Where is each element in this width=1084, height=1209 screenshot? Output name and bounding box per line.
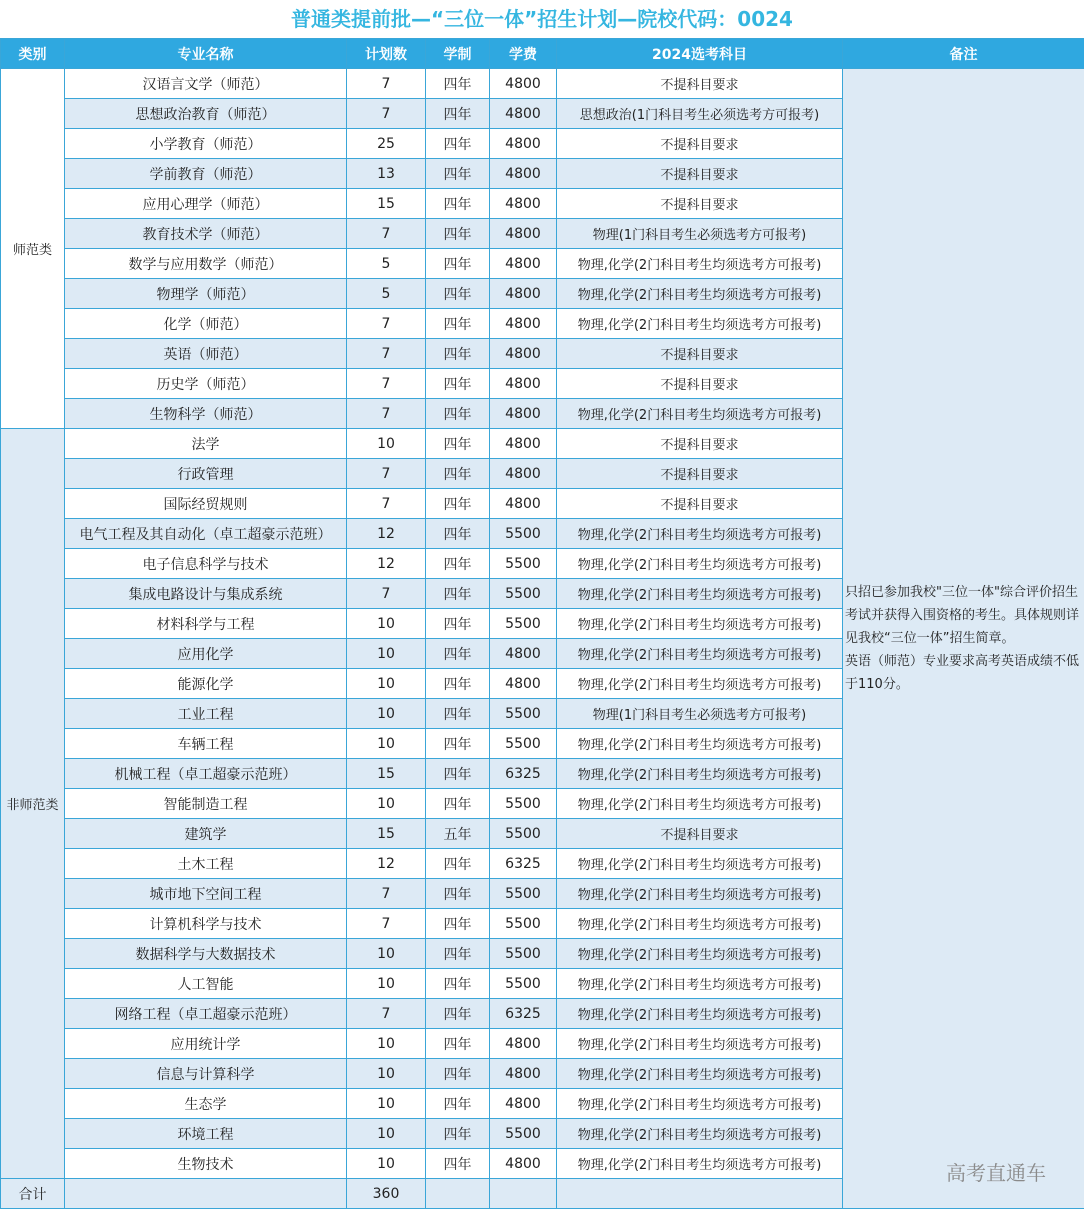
major-cell: 集成电路设计与集成系统: [65, 579, 347, 609]
subjects-cell: 不提科目要求: [557, 189, 843, 219]
plan-cell: 7: [347, 339, 426, 369]
major-cell: 思想政治教育（师范）: [65, 99, 347, 129]
plan-cell: 7: [347, 459, 426, 489]
years-cell: 四年: [426, 549, 490, 579]
years-cell: 四年: [426, 789, 490, 819]
major-cell: 汉语言文学（师范）: [65, 69, 347, 99]
subjects-cell: 物理,化学(2门科目考生均须选考方可报考): [557, 519, 843, 549]
plan-cell: 15: [347, 189, 426, 219]
plan-cell: 5: [347, 279, 426, 309]
subjects-cell: 不提科目要求: [557, 129, 843, 159]
plan-cell: 15: [347, 759, 426, 789]
plan-cell: 7: [347, 999, 426, 1029]
subjects-cell: 物理,化学(2门科目考生均须选考方可报考): [557, 729, 843, 759]
fee-cell: 4800: [490, 489, 557, 519]
years-cell: 四年: [426, 699, 490, 729]
subjects-cell: 不提科目要求: [557, 339, 843, 369]
subjects-cell: 物理,化学(2门科目考生均须选考方可报考): [557, 1119, 843, 1149]
total-empty: [426, 1179, 490, 1209]
major-cell: 机械工程（卓工超豪示范班）: [65, 759, 347, 789]
fee-cell: 4800: [490, 189, 557, 219]
plan-cell: 7: [347, 219, 426, 249]
plan-cell: 10: [347, 969, 426, 999]
years-cell: 四年: [426, 1119, 490, 1149]
major-cell: 小学教育（师范）: [65, 129, 347, 159]
plan-cell: 7: [347, 879, 426, 909]
fee-cell: 4800: [490, 1089, 557, 1119]
years-cell: 四年: [426, 159, 490, 189]
total-plan: 360: [347, 1179, 426, 1209]
subjects-cell: 物理,化学(2门科目考生均须选考方可报考): [557, 249, 843, 279]
fee-cell: 4800: [490, 1059, 557, 1089]
fee-cell: 5500: [490, 519, 557, 549]
major-cell: 生物技术: [65, 1149, 347, 1179]
years-cell: 四年: [426, 99, 490, 129]
notes-cell: [843, 69, 1084, 1209]
header-subjects: 2024选考科目: [557, 39, 843, 69]
years-cell: 四年: [426, 909, 490, 939]
table-row: [1, 69, 1084, 99]
subjects-cell: 物理,化学(2门科目考生均须选考方可报考): [557, 999, 843, 1029]
plan-cell: 10: [347, 1059, 426, 1089]
fee-cell: 4800: [490, 249, 557, 279]
fee-cell: 5500: [490, 579, 557, 609]
years-cell: 四年: [426, 759, 490, 789]
category-normal: 师范类: [1, 69, 65, 429]
fee-cell: 5500: [490, 969, 557, 999]
subjects-cell: 不提科目要求: [557, 159, 843, 189]
subjects-cell: 不提科目要求: [557, 69, 843, 99]
major-cell: 应用化学: [65, 639, 347, 669]
header-plan: 计划数: [347, 39, 426, 69]
header-row: [1, 39, 1084, 69]
subjects-cell: 思想政治(1门科目考生必须选考方可报考): [557, 99, 843, 129]
years-cell: 四年: [426, 669, 490, 699]
fee-cell: 4800: [490, 1029, 557, 1059]
years-cell: 四年: [426, 1089, 490, 1119]
plan-cell: 10: [347, 1119, 426, 1149]
fee-cell: 4800: [490, 399, 557, 429]
years-cell: 四年: [426, 519, 490, 549]
plan-cell: 7: [347, 369, 426, 399]
fee-cell: 4800: [490, 309, 557, 339]
years-cell: 四年: [426, 969, 490, 999]
subjects-cell: 物理,化学(2门科目考生均须选考方可报考): [557, 759, 843, 789]
years-cell: 四年: [426, 429, 490, 459]
major-cell: 生态学: [65, 1089, 347, 1119]
header-fee: 学费: [490, 39, 557, 69]
note-line: 英语（师范）专业要求高考英语成绩不低于110分。: [845, 654, 1080, 692]
fee-cell: 4800: [490, 339, 557, 369]
subjects-cell: 物理,化学(2门科目考生均须选考方可报考): [557, 789, 843, 819]
years-cell: 四年: [426, 729, 490, 759]
fee-cell: 6325: [490, 999, 557, 1029]
subjects-cell: 不提科目要求: [557, 369, 843, 399]
plan-cell: 10: [347, 669, 426, 699]
years-cell: 四年: [426, 129, 490, 159]
fee-cell: 4800: [490, 99, 557, 129]
subjects-cell: 物理,化学(2门科目考生均须选考方可报考): [557, 549, 843, 579]
major-cell: 材料科学与工程: [65, 609, 347, 639]
plan-cell: 7: [347, 909, 426, 939]
fee-cell: 5500: [490, 819, 557, 849]
plan-cell: 25: [347, 129, 426, 159]
years-cell: 四年: [426, 339, 490, 369]
major-cell: 城市地下空间工程: [65, 879, 347, 909]
category-non-normal: 非师范类: [1, 429, 65, 1179]
subjects-cell: 物理,化学(2门科目考生均须选考方可报考): [557, 399, 843, 429]
major-cell: 应用统计学: [65, 1029, 347, 1059]
years-cell: 四年: [426, 639, 490, 669]
plan-cell: 10: [347, 639, 426, 669]
fee-cell: 6325: [490, 849, 557, 879]
plan-cell: 12: [347, 519, 426, 549]
plan-cell: 10: [347, 729, 426, 759]
years-cell: 四年: [426, 459, 490, 489]
years-cell: 四年: [426, 579, 490, 609]
subjects-cell: 物理,化学(2门科目考生均须选考方可报考): [557, 1029, 843, 1059]
major-cell: 计算机科学与技术: [65, 909, 347, 939]
fee-cell: 4800: [490, 639, 557, 669]
fee-cell: 5500: [490, 549, 557, 579]
major-cell: 数学与应用数学（师范）: [65, 249, 347, 279]
watermark: 高考直通车: [946, 1161, 1046, 1185]
fee-cell: 5500: [490, 939, 557, 969]
major-cell: 环境工程: [65, 1119, 347, 1149]
subjects-cell: 物理,化学(2门科目考生均须选考方可报考): [557, 609, 843, 639]
major-cell: 信息与计算科学: [65, 1059, 347, 1089]
years-cell: 四年: [426, 279, 490, 309]
fee-cell: 4800: [490, 159, 557, 189]
years-cell: 四年: [426, 399, 490, 429]
years-cell: 四年: [426, 609, 490, 639]
fee-cell: 5500: [490, 699, 557, 729]
major-cell: 数据科学与大数据技术: [65, 939, 347, 969]
plan-cell: 12: [347, 549, 426, 579]
plan-cell: 15: [347, 819, 426, 849]
fee-cell: 4800: [490, 669, 557, 699]
fee-cell: 5500: [490, 909, 557, 939]
header-major: 专业名称: [65, 39, 347, 69]
note-line: 只招已参加我校"三位一体"综合评价招生考试并获得入围资格的考生。具体规则详见我校“三位一体”招生简章。: [845, 585, 1080, 646]
plan-cell: 7: [347, 399, 426, 429]
admission-plan-table: [0, 38, 1084, 1209]
years-cell: 四年: [426, 1059, 490, 1089]
plan-cell: 10: [347, 939, 426, 969]
subjects-cell: 物理,化学(2门科目考生均须选考方可报考): [557, 1059, 843, 1089]
subjects-cell: 物理,化学(2门科目考生均须选考方可报考): [557, 1089, 843, 1119]
major-cell: 电子信息科学与技术: [65, 549, 347, 579]
plan-cell: 10: [347, 1089, 426, 1119]
plan-cell: 7: [347, 99, 426, 129]
fee-cell: 5500: [490, 789, 557, 819]
major-cell: 电气工程及其自动化（卓工超豪示范班）: [65, 519, 347, 549]
years-cell: 五年: [426, 819, 490, 849]
subjects-cell: 不提科目要求: [557, 489, 843, 519]
fee-cell: 4800: [490, 1149, 557, 1179]
subjects-cell: 物理,化学(2门科目考生均须选考方可报考): [557, 279, 843, 309]
years-cell: 四年: [426, 1029, 490, 1059]
plan-cell: 5: [347, 249, 426, 279]
major-cell: 土木工程: [65, 849, 347, 879]
fee-cell: 5500: [490, 729, 557, 759]
plan-cell: 10: [347, 609, 426, 639]
subjects-cell: 物理,化学(2门科目考生均须选考方可报考): [557, 909, 843, 939]
fee-cell: 4800: [490, 69, 557, 99]
subjects-cell: 物理(1门科目考生必须选考方可报考): [557, 219, 843, 249]
major-cell: 化学（师范）: [65, 309, 347, 339]
years-cell: 四年: [426, 249, 490, 279]
total-empty: [65, 1179, 347, 1209]
fee-cell: 6325: [490, 759, 557, 789]
major-cell: 物理学（师范）: [65, 279, 347, 309]
subjects-cell: 物理,化学(2门科目考生均须选考方可报考): [557, 969, 843, 999]
subjects-cell: 物理,化学(2门科目考生均须选考方可报考): [557, 879, 843, 909]
subjects-cell: 不提科目要求: [557, 819, 843, 849]
total-label: 合计: [1, 1179, 65, 1209]
table-body: [1, 69, 1084, 1209]
years-cell: 四年: [426, 939, 490, 969]
subjects-cell: 不提科目要求: [557, 459, 843, 489]
years-cell: 四年: [426, 879, 490, 909]
subjects-cell: 物理,化学(2门科目考生均须选考方可报考): [557, 639, 843, 669]
header-category: 类别: [1, 39, 65, 69]
total-empty: [557, 1179, 843, 1209]
years-cell: 四年: [426, 69, 490, 99]
fee-cell: 4800: [490, 369, 557, 399]
years-cell: 四年: [426, 219, 490, 249]
major-cell: 法学: [65, 429, 347, 459]
major-cell: 生物科学（师范）: [65, 399, 347, 429]
major-cell: 建筑学: [65, 819, 347, 849]
major-cell: 学前教育（师范）: [65, 159, 347, 189]
years-cell: 四年: [426, 369, 490, 399]
major-cell: 人工智能: [65, 969, 347, 999]
major-cell: 工业工程: [65, 699, 347, 729]
plan-cell: 7: [347, 579, 426, 609]
plan-cell: 12: [347, 849, 426, 879]
years-cell: 四年: [426, 489, 490, 519]
fee-cell: 5500: [490, 879, 557, 909]
major-cell: 英语（师范）: [65, 339, 347, 369]
plan-cell: 10: [347, 699, 426, 729]
major-cell: 车辆工程: [65, 729, 347, 759]
header-years: 学制: [426, 39, 490, 69]
plan-cell: 10: [347, 1149, 426, 1179]
plan-cell: 13: [347, 159, 426, 189]
subjects-cell: 不提科目要求: [557, 429, 843, 459]
fee-cell: 4800: [490, 429, 557, 459]
fee-cell: 4800: [490, 129, 557, 159]
years-cell: 四年: [426, 309, 490, 339]
subjects-cell: 物理,化学(2门科目考生均须选考方可报考): [557, 579, 843, 609]
plan-cell: 10: [347, 789, 426, 819]
major-cell: 历史学（师范）: [65, 369, 347, 399]
plan-cell: 7: [347, 489, 426, 519]
years-cell: 四年: [426, 849, 490, 879]
plan-cell: 7: [347, 309, 426, 339]
major-cell: 能源化学: [65, 669, 347, 699]
total-empty: [490, 1179, 557, 1209]
subjects-cell: 物理,化学(2门科目考生均须选考方可报考): [557, 849, 843, 879]
years-cell: 四年: [426, 999, 490, 1029]
plan-cell: 10: [347, 1029, 426, 1059]
page-title: 普通类提前批—“三位一体”招生计划—院校代码：0024: [291, 7, 793, 31]
subjects-cell: 物理,化学(2门科目考生均须选考方可报考): [557, 939, 843, 969]
plan-cell: 7: [347, 69, 426, 99]
years-cell: 四年: [426, 189, 490, 219]
plan-cell: 10: [347, 429, 426, 459]
major-cell: 智能制造工程: [65, 789, 347, 819]
fee-cell: 4800: [490, 219, 557, 249]
major-cell: 网络工程（卓工超豪示范班）: [65, 999, 347, 1029]
subjects-cell: 物理(1门科目考生必须选考方可报考): [557, 699, 843, 729]
fee-cell: 5500: [490, 1119, 557, 1149]
fee-cell: 4800: [490, 459, 557, 489]
subjects-cell: 物理,化学(2门科目考生均须选考方可报考): [557, 309, 843, 339]
major-cell: 教育技术学（师范）: [65, 219, 347, 249]
major-cell: 应用心理学（师范）: [65, 189, 347, 219]
years-cell: 四年: [426, 1149, 490, 1179]
header-notes: 备注: [843, 39, 1084, 69]
fee-cell: 5500: [490, 609, 557, 639]
subjects-cell: 物理,化学(2门科目考生均须选考方可报考): [557, 1149, 843, 1179]
major-cell: 国际经贸规则: [65, 489, 347, 519]
fee-cell: 4800: [490, 279, 557, 309]
major-cell: 行政管理: [65, 459, 347, 489]
subjects-cell: 物理,化学(2门科目考生均须选考方可报考): [557, 669, 843, 699]
